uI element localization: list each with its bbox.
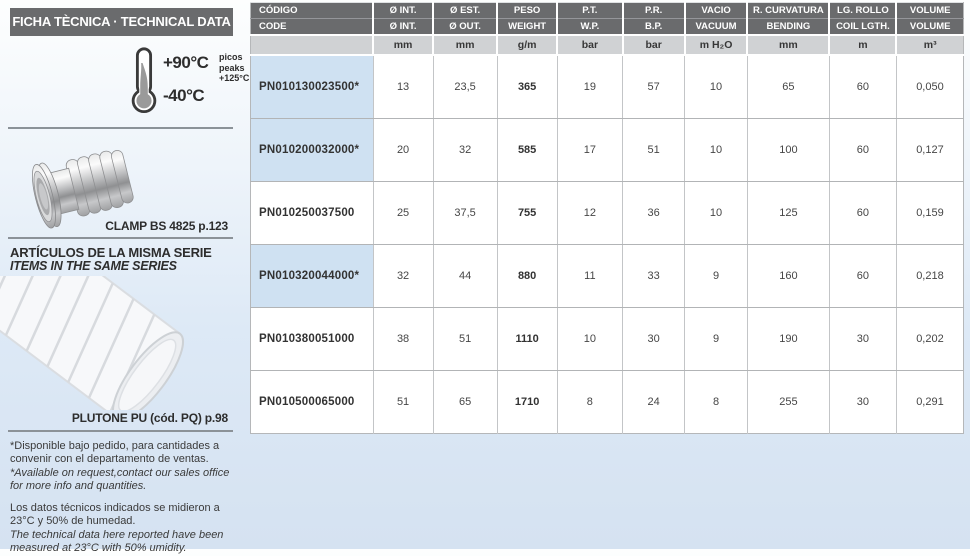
value-cell: 0,202 [896, 308, 963, 371]
temp-peaks-label [219, 52, 249, 84]
col-header-vacuum: VACUUM [685, 19, 748, 36]
divider [8, 127, 233, 129]
col-header-pt: P.T. [557, 3, 623, 19]
value-cell: 1110 [497, 308, 557, 371]
value-cell: 10 [685, 55, 748, 119]
value-cell: 17 [557, 119, 623, 182]
value-cell: 30 [623, 308, 685, 371]
value-cell: 9 [685, 308, 748, 371]
value-cell: 0,127 [896, 119, 963, 182]
col-header-code: CODE [251, 19, 374, 36]
unit-oest: mm [433, 35, 497, 55]
col-header-bending: BENDING [747, 19, 829, 36]
value-cell: 32 [433, 119, 497, 182]
code-cell: PN010380051000 [251, 308, 374, 371]
col-header-oout: Ø OUT. [433, 19, 497, 36]
value-cell: 365 [497, 55, 557, 119]
value-cell: 10 [685, 182, 748, 245]
same-series-title-es: ARTÍCULOS DE LA MISMA SERIE [10, 245, 212, 260]
value-cell: 0,050 [896, 55, 963, 119]
units-row [251, 35, 964, 55]
same-series-title-en: ITEMS IN THE SAME SERIES [10, 259, 177, 273]
unit-code [251, 35, 374, 55]
value-cell: 32 [373, 245, 433, 308]
value-cell: 60 [829, 55, 896, 119]
value-cell: 190 [747, 308, 829, 371]
code-cell: PN010200032000* [251, 119, 374, 182]
value-cell: 0,159 [896, 182, 963, 245]
table-row [251, 119, 964, 182]
header-row-es [251, 3, 964, 19]
value-cell: 11 [557, 245, 623, 308]
col-header-oint: Ø INT. [373, 3, 433, 19]
header-row-en [251, 19, 964, 36]
value-cell: 36 [623, 182, 685, 245]
value-cell: 23,5 [433, 55, 497, 119]
value-cell: 24 [623, 371, 685, 434]
value-cell: 60 [829, 245, 896, 308]
table-row [251, 308, 964, 371]
value-cell: 37,5 [433, 182, 497, 245]
code-cell: PN010250037500 [251, 182, 374, 245]
value-cell: 51 [623, 119, 685, 182]
peaks-value: +125°C [219, 73, 250, 83]
table-row [251, 182, 964, 245]
peaks-en: peaks [219, 62, 245, 73]
col-header-volume-en: VOLUME [896, 19, 963, 36]
unit-rollo: m [829, 35, 896, 55]
value-cell: 8 [557, 371, 623, 434]
temp-min-label: -40°C [163, 86, 205, 105]
peaks-es: picos [219, 52, 243, 62]
code-cell: PN010130023500* [251, 55, 374, 119]
table-row [251, 245, 964, 308]
thermometer-icon [127, 46, 161, 114]
divider [8, 237, 233, 239]
code-cell: PN010320044000* [251, 245, 374, 308]
footnotes [10, 440, 240, 556]
table-row [251, 55, 964, 119]
value-cell: 8 [685, 371, 748, 434]
unit-curvatura: mm [747, 35, 829, 55]
value-cell: 9 [685, 245, 748, 308]
unit-pt: bar [557, 35, 623, 55]
page-title: FICHA TÈCNICA · TECHNICAL DATA [10, 8, 233, 36]
temp-max-label: +90°C [163, 53, 209, 72]
value-cell: 44 [433, 245, 497, 308]
unit-peso: g/m [497, 35, 557, 55]
unit-oint: mm [373, 35, 433, 55]
value-cell: 100 [747, 119, 829, 182]
value-cell: 12 [557, 182, 623, 245]
value-cell: 880 [497, 245, 557, 308]
col-header-peso: PESO [497, 3, 557, 19]
col-header-codigo: CÓDIGO [251, 3, 374, 19]
footnote-en-1: *Available on request,contact our sales office for more info and quantities. [10, 467, 230, 492]
divider [8, 430, 233, 432]
value-cell: 30 [829, 308, 896, 371]
col-header-coil: COIL LGTH. [829, 19, 896, 36]
technical-data-table [250, 2, 964, 434]
value-cell: 10 [557, 308, 623, 371]
value-cell: 57 [623, 55, 685, 119]
col-header-bp: B.P. [623, 19, 685, 36]
value-cell: 160 [747, 245, 829, 308]
clamp-caption: CLAMP BS 4825 p.123 [105, 219, 228, 233]
value-cell: 255 [747, 371, 829, 434]
value-cell: 60 [829, 182, 896, 245]
value-cell: 25 [373, 182, 433, 245]
value-cell: 65 [433, 371, 497, 434]
col-header-oest: Ø EST. [433, 3, 497, 19]
hose-image [0, 276, 200, 410]
footnote-en-2: The technical data here reported have been measured at 23°C with 50% umidity. [10, 529, 224, 554]
value-cell: 1710 [497, 371, 557, 434]
value-cell: 30 [829, 371, 896, 434]
value-cell: 65 [747, 55, 829, 119]
table-row [251, 371, 964, 434]
footnote-es-2: Los datos técnicos indicados se midieron a 23°C y 50% de humedad. [10, 502, 220, 527]
value-cell: 20 [373, 119, 433, 182]
col-header-pr: P.R. [623, 3, 685, 19]
col-header-rollo: LG. ROLLO [829, 3, 896, 19]
value-cell: 33 [623, 245, 685, 308]
value-cell: 10 [685, 119, 748, 182]
col-header-volume: VOLUME [896, 3, 963, 19]
value-cell: 60 [829, 119, 896, 182]
value-cell: 125 [747, 182, 829, 245]
sidebar [0, 0, 250, 554]
unit-volume: m³ [896, 35, 963, 55]
value-cell: 585 [497, 119, 557, 182]
value-cell: 51 [373, 371, 433, 434]
value-cell: 755 [497, 182, 557, 245]
unit-vacio: m H₂O [685, 35, 748, 55]
value-cell: 51 [433, 308, 497, 371]
value-cell: 38 [373, 308, 433, 371]
value-cell: 0,218 [896, 245, 963, 308]
footnote-es-1: *Disponible bajo pedido, para cantidades a convenir con el departamento de ventas. [10, 440, 220, 465]
value-cell: 0,291 [896, 371, 963, 434]
col-header-vacio: VACIO [685, 3, 748, 19]
code-cell: PN010500065000 [251, 371, 374, 434]
col-header-wp: W.P. [557, 19, 623, 36]
hose-caption: PLUTONE PU (cód. PQ) p.98 [71, 411, 228, 425]
unit-pr: bar [623, 35, 685, 55]
col-header-oint-en: Ø INT. [373, 19, 433, 36]
value-cell: 19 [557, 55, 623, 119]
col-header-weight: WEIGHT [497, 19, 557, 36]
col-header-curvatura: R. CURVATURA [747, 3, 829, 19]
value-cell: 13 [373, 55, 433, 119]
